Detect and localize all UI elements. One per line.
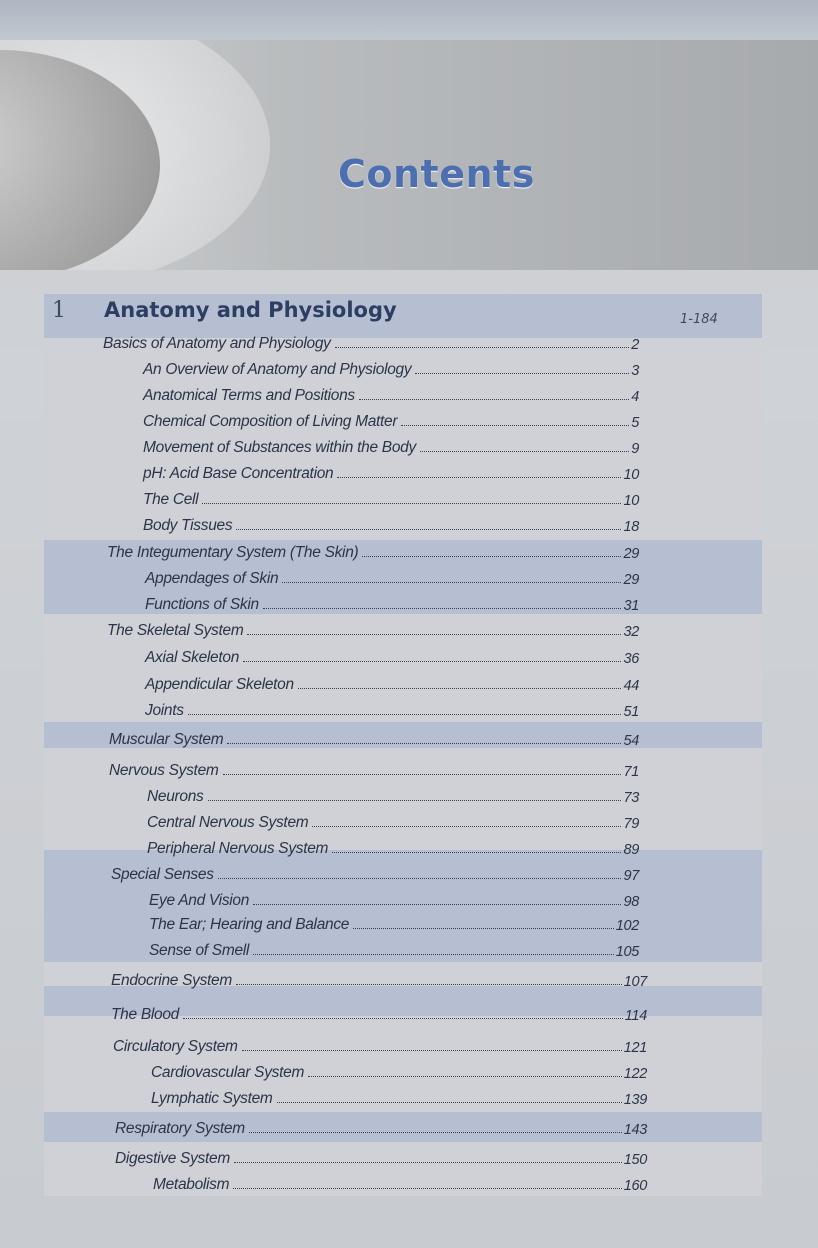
toc-entry: Neurons 73 [147,788,639,806]
toc-entry: The Skeletal System 32 [107,622,639,640]
toc-entry: The Integumentary System (The Skin) 29 [107,544,639,562]
chapter-page-range: 1-184 [680,312,718,327]
toc-entry: Central Nervous System 79 [147,814,639,832]
toc-entry: Peripheral Nervous System 89 [147,840,639,858]
toc-entry: Axial Skeleton 36 [145,649,639,667]
toc-entry: Muscular System 54 [109,731,639,749]
toc-entry: Circulatory System 121 [113,1038,647,1056]
toc-entry: Cardiovascular System 122 [151,1064,647,1082]
toc-entry: Respiratory System 143 [115,1120,647,1138]
toc-entry: The Cell 10 [143,491,639,509]
toc-entry: The Ear; Hearing and Balance 102 [149,916,639,934]
toc-entry: Chemical Composition of Living Matter 5 [143,413,639,431]
toc-entry: Movement of Substances within the Body 9 [143,439,639,457]
toc-entry: Appendages of Skin 29 [145,570,639,588]
toc-entry: Sense of Smell 105 [149,942,639,960]
toc-entry: Body Tissues 18 [143,517,639,535]
chapter-title: Anatomy and Physiology [104,298,397,322]
toc-entry: Anatomical Terms and Positions 4 [143,387,639,405]
toc-entry: Basics of Anatomy and Physiology 2 [103,335,639,353]
chapter-number: 1 [52,298,66,323]
toc-entry: Special Senses 97 [111,866,639,884]
toc-entry: Digestive System 150 [115,1150,647,1168]
toc-entry: Joints 51 [145,702,639,720]
toc-entry: Nervous System 71 [109,762,639,780]
toc-entry: Endocrine System 107 [111,972,647,990]
toc-entry: Appendicular Skeleton 44 [145,676,639,694]
page-title: Contents [338,152,535,196]
toc-entry: Metabolism 160 [153,1176,647,1194]
toc-entry: The Blood 114 [111,1006,647,1024]
toc-entry: Lymphatic System 139 [151,1090,647,1108]
toc-entry: pH: Acid Base Concentration 10 [143,465,639,483]
toc-entry: Eye And Vision 98 [149,892,639,910]
toc-entry: Functions of Skin 31 [145,596,639,614]
toc-entry: An Overview of Anatomy and Physiology 3 [143,361,639,379]
